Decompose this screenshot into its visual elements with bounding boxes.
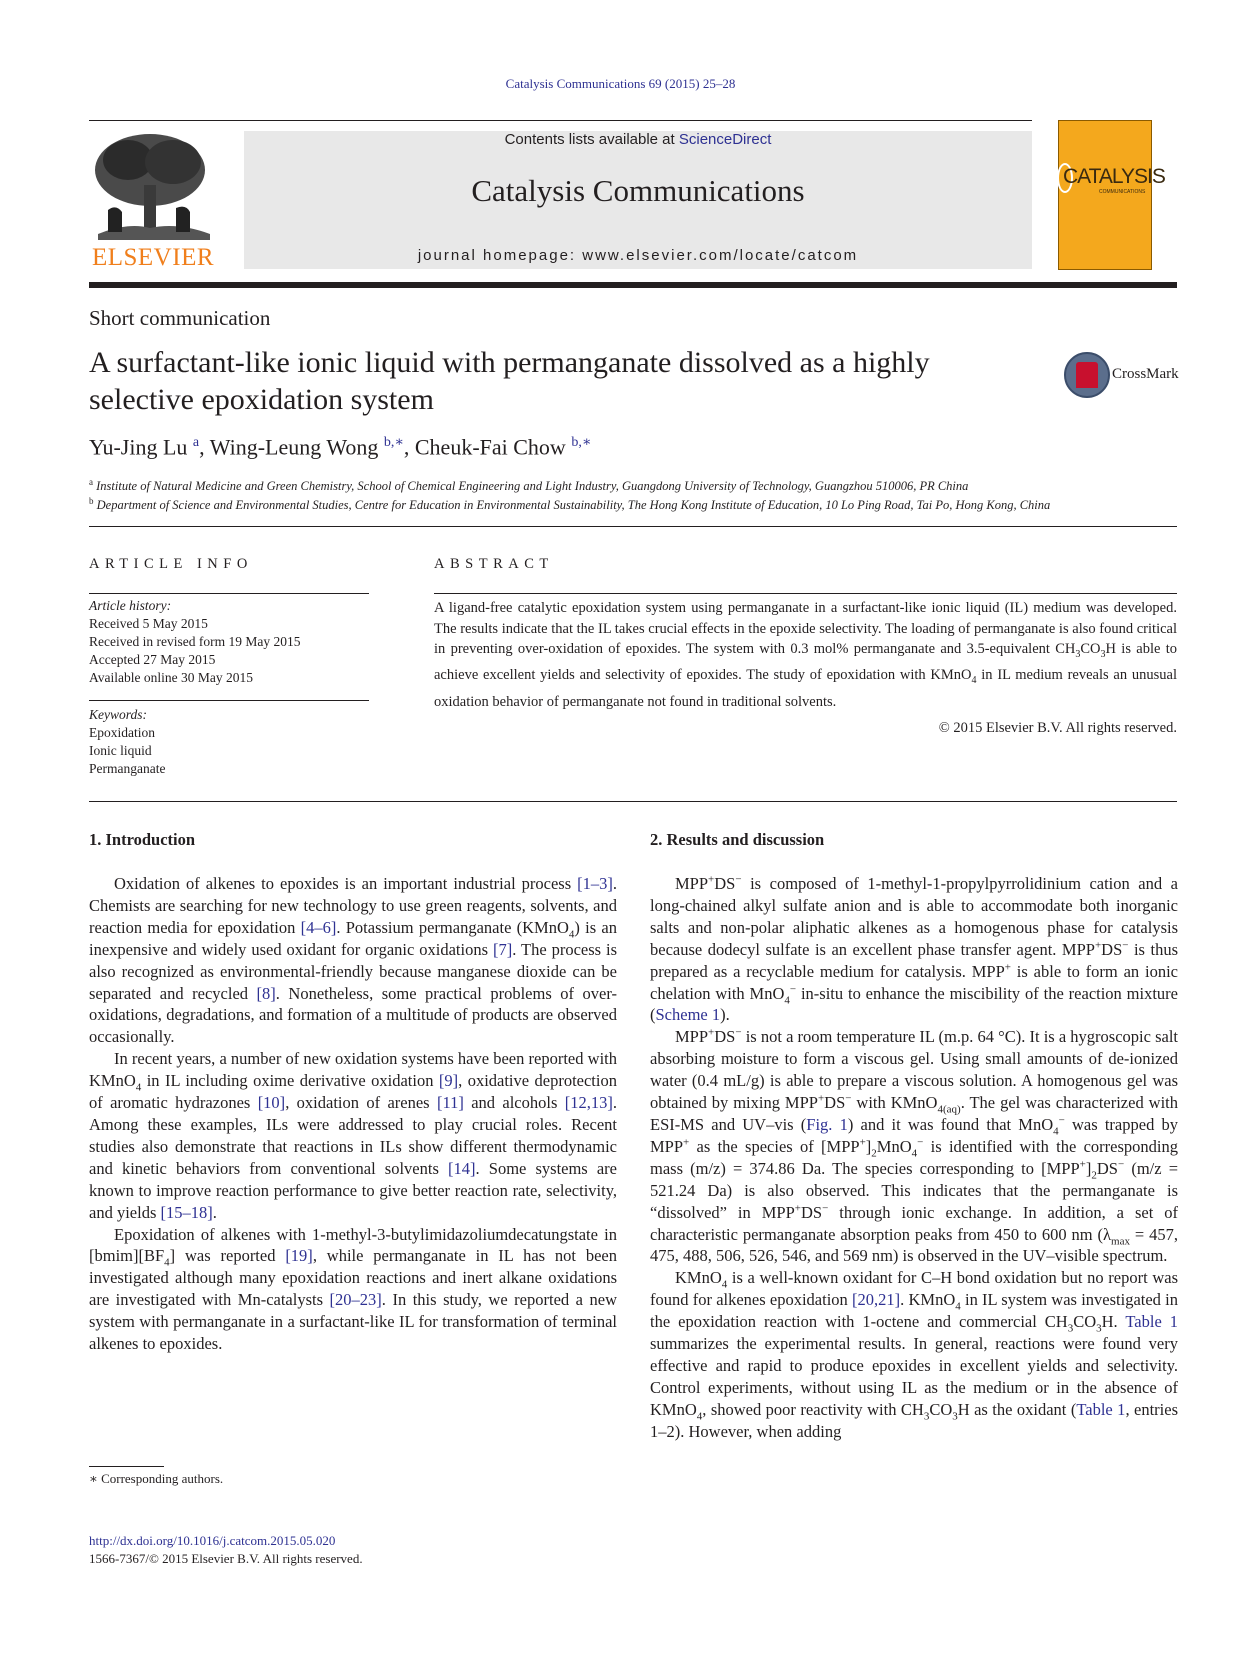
section-rule bbox=[89, 526, 1177, 527]
affiliation bbox=[89, 477, 1179, 494]
history-label: Article history: bbox=[89, 598, 172, 613]
affiliation-text: Department of Science and Environmental Studies, Centre for Education in Environmental Sustainability, The Hong Kong Institute of Education, 10 Lo Ping Road, Tai Po, Hong Kong, China bbox=[96, 498, 1051, 513]
citation-link[interactable]: [12,13] bbox=[564, 1093, 613, 1113]
paragraph: MPP+DS− is not a room temperature IL (m.p. 64 °C). It is a hygroscopic salt absorbing moisture to form a viscous gel. Using small amounts of de-ionized water (0.4 mL/g) is able to prepare a viscous solution. A homogenous gel was obtained by mixing MPP+DS− with KMnO$_{4(aq)}$. The gel was characterized with ESI-MS and UV–vis (Fig. 1) and it was found that MnO$_4$− was trapped by MPP+ as the species of $[MPP^+]_2MnO_4^-$ is identified with the corresponding mass (m/z) = 374.86 Da. The species corresponding to $[MPP^+]_2DS^-$ (m/z = 521.24 Da) is also observed. This indicates that the permanganate is “dissolved” in MPP+DS− through ionic exchange. In addition, a set of characteristic permanganate absorption peaks from 450 to 600 nm ($\lambda_{max} = 457$, 475, 488, 506, 526, 546, and 569 nm) is observed in the UV–visible spectrum. bbox=[650, 1026, 1179, 1266]
keyword: Epoxidation bbox=[89, 725, 155, 740]
citation-link[interactable]: [20,21] bbox=[852, 1290, 901, 1310]
cover-title: CATALYSIS bbox=[1063, 165, 1165, 188]
intro-body bbox=[89, 873, 617, 1355]
article-type: Short communication bbox=[89, 306, 271, 330]
contents-prefix: Contents lists available at bbox=[504, 131, 679, 148]
citation-link[interactable]: [20–23] bbox=[329, 1290, 382, 1310]
paragraph: Epoxidation of alkenes with 1-methyl-3-butylimidazoliumdecatungstate in $[bmim][BF_4]$ was reported [19], while permanganate in IL has not been investigated although many epoxidation reactions and inert alkane oxidations are investigated with Mn-catalysts [20–23]. In this study, we reported a new system with permanganate in a surfactant-like IL for transformation of terminal alkenes to epoxides. bbox=[89, 1224, 618, 1354]
author-list: Yu-Jing Lu $^a$, Wing-Leung Wong $^{b,∗}$, Cheuk-Fai Chow $^{b,∗}$ bbox=[89, 434, 592, 460]
keywords-label: Keywords: bbox=[89, 707, 147, 722]
affiliation-marker: b bbox=[89, 496, 94, 506]
scheme-link[interactable]: Scheme 1 bbox=[655, 1005, 721, 1025]
article-info-rule bbox=[89, 593, 369, 594]
citation-link[interactable]: [11] bbox=[436, 1093, 464, 1113]
header-rule bbox=[89, 120, 1032, 121]
author-affiliation-link[interactable]: a bbox=[192, 435, 200, 450]
section-heading: 2. Results and discussion bbox=[650, 830, 825, 849]
affiliation bbox=[89, 496, 1179, 513]
paragraph: In recent years, a number of new oxidation systems have been reported with KMnO$_4$ in IL including oxime derivative oxidation [9], oxidative deprotection of aromatic hydrazones [10], oxidation of arenes [11] and alcohols [12,13]. Among these examples, ILs were addressed to play crucial roles. Recent studies also demonstrate that reactions in ILs show different thermodynamic and kinetic behaviors from conventional solvents [14]. Some systems are known to improve reaction performance to give better reaction rate, selectivity, and yields [15–18]. bbox=[89, 1049, 617, 1222]
paragraph: MPP+DS− is composed of 1-methyl-1-propylpyrrolidinium cation and a long-chained alkyl sulfate anion and is able to accommodate both inorganic salts and non-polar aliphatic alkenes as a homogenous phase for catalysis because dodecyl sulfate is an excellent phase transfer agent. MPP+DS− is thus prepared as a recyclable medium for catalysis. MPP+ is able to form an ionic chelation with MnO$_4$− in-situ to enhance the miscibility of the reaction mixture (Scheme 1). bbox=[650, 873, 1178, 1025]
cover-subtitle: COMMUNICATIONS bbox=[1099, 189, 1146, 195]
running-title[interactable]: Catalysis Communications 69 (2015) 25–28 bbox=[505, 76, 736, 91]
keyword: Ionic liquid bbox=[89, 743, 152, 758]
paragraph: Oxidation of alkenes to epoxides is an important industrial process [1–3]. Chemists are searching for new technology to use green reagents, solvents, and reaction media for epoxidation [4–6]. Potassium permanganate (KMnO$_4$) is an inexpensive and widely used oxidant for organic oxidations [7]. The process is also recognized as environmental-friendly because manganese dioxide can be separated and recycled [8]. Nonetheless, some practical problems of over-oxidations, degradations, and formation of a multitude of products are observed occasionally. bbox=[89, 874, 618, 1047]
keywords bbox=[89, 706, 165, 778]
affiliation-marker: a bbox=[89, 477, 93, 487]
results-body bbox=[650, 873, 1178, 1443]
section-rule bbox=[89, 801, 1177, 802]
abstract-text: A ligand-free catalytic epoxidation system using permanganate in a surfactant-like ionic liquid (IL) medium was developed. The results indicate that the IL takes crucial effects in the epoxide selectivity. The loading of permanganate is also found critical in preventing over-oxidation of epoxides. The system with 0.3 mol% permanganate and 3.5-equivalent $CH_3CO_3H$ is able to achieve excellent yields and selectivity of epoxides. The study of epoxidation with KMnO$_4$ in IL medium reveals an unusual oxidation behavior of permanganate not found in traditional solvents. bbox=[434, 600, 1177, 710]
author-affiliation-link[interactable]: b,∗ bbox=[383, 435, 404, 450]
elsevier-tree-icon bbox=[88, 130, 218, 242]
citation-link[interactable]: [7] bbox=[492, 939, 513, 959]
citation-link[interactable]: [15–18] bbox=[160, 1202, 213, 1222]
article-history bbox=[89, 597, 300, 687]
affiliation-text: Institute of Natural Medicine and Green Chemistry, School of Chemical Engineering and Light Industry, Guangdong University of Technology, Guangzhou 510006, PR China bbox=[96, 479, 969, 494]
journal-cover-thumbnail[interactable] bbox=[1058, 120, 1165, 270]
figure-link[interactable]: Fig. 1 bbox=[806, 1114, 848, 1134]
citation-link[interactable]: [9] bbox=[438, 1071, 459, 1091]
author-name: Yu-Jing Lu bbox=[89, 434, 188, 460]
table-link[interactable]: Table 1 bbox=[1076, 1399, 1126, 1419]
article-title: A surfactant-like ionic liquid with permanganate dissolved as a highly selective epoxidation system bbox=[89, 346, 930, 416]
publisher-name: ELSEVIER bbox=[91, 244, 215, 271]
citation-link[interactable]: [1–3] bbox=[577, 874, 613, 893]
citation-link[interactable]: [19] bbox=[285, 1246, 313, 1266]
keywords-rule bbox=[89, 700, 369, 701]
history-item: Available online 30 May 2015 bbox=[89, 670, 253, 685]
issn-copyright: 1566-7367/© 2015 Elsevier B.V. All rights reserved. bbox=[89, 1551, 363, 1566]
author-name: Wing-Leung Wong bbox=[209, 434, 379, 460]
contents-line bbox=[244, 131, 1032, 148]
paragraph: KMnO$_4$ is a well-known oxidant for C–H bond oxidation but no report was found for alkenes epoxidation [20,21]. KMnO$_4$ in IL system was investigated in the epoxidation reaction with 1-octene and commercial $CH_3CO_3H$. Table 1 summarizes the experimental results. In general, reactions were found very effective and rapid to produce epoxides in excellent yields and selectivity. Control experiments, without using IL as the medium or in the absence of KMnO$_4$, showed poor reactivity with $CH_3CO_3H$ as the oxidant (Table 1, entries 1–2). However, when adding bbox=[650, 1268, 1178, 1441]
journal-title: Catalysis Communications bbox=[471, 173, 805, 208]
journal-banner bbox=[244, 131, 1032, 269]
abstract-heading: ABSTRACT bbox=[434, 556, 554, 572]
keyword: Permanganate bbox=[89, 761, 166, 776]
history-item: Received 5 May 2015 bbox=[89, 616, 208, 631]
article-info-heading: ARTICLE INFO bbox=[89, 556, 253, 572]
citation-link[interactable]: [4–6] bbox=[300, 917, 337, 937]
table-link[interactable]: Table 1 bbox=[1125, 1312, 1178, 1332]
section-heading: 1. Introduction bbox=[89, 830, 196, 849]
crossmark-label: CrossMark bbox=[1112, 366, 1179, 382]
journal-homepage[interactable]: journal homepage: www.elsevier.com/locate/catcom bbox=[417, 247, 859, 264]
footnote-rule bbox=[89, 1466, 164, 1467]
history-item: Accepted 27 May 2015 bbox=[89, 652, 216, 667]
author-affiliation-link[interactable]: b,∗ bbox=[571, 435, 592, 450]
citation-link[interactable]: [10] bbox=[257, 1093, 286, 1113]
elsevier-logo[interactable] bbox=[88, 130, 218, 275]
abstract-rule bbox=[434, 593, 1177, 594]
citation-link[interactable]: [14] bbox=[448, 1158, 476, 1178]
history-item: Received in revised form 19 May 2015 bbox=[89, 634, 301, 649]
citation-link[interactable]: [8] bbox=[256, 983, 276, 1003]
crossmark-icon bbox=[1064, 352, 1110, 398]
footnote: ∗ Corresponding authors. bbox=[89, 1471, 224, 1486]
author-name: Cheuk-Fai Chow bbox=[414, 434, 566, 460]
sciencedirect-link[interactable]: ScienceDirect bbox=[678, 131, 772, 148]
abstract-copyright: © 2015 Elsevier B.V. All rights reserved. bbox=[938, 720, 1177, 736]
doi-link[interactable]: http://dx.doi.org/10.1016/j.catcom.2015.05.020 bbox=[89, 1533, 336, 1548]
header-thick-rule bbox=[89, 282, 1177, 288]
